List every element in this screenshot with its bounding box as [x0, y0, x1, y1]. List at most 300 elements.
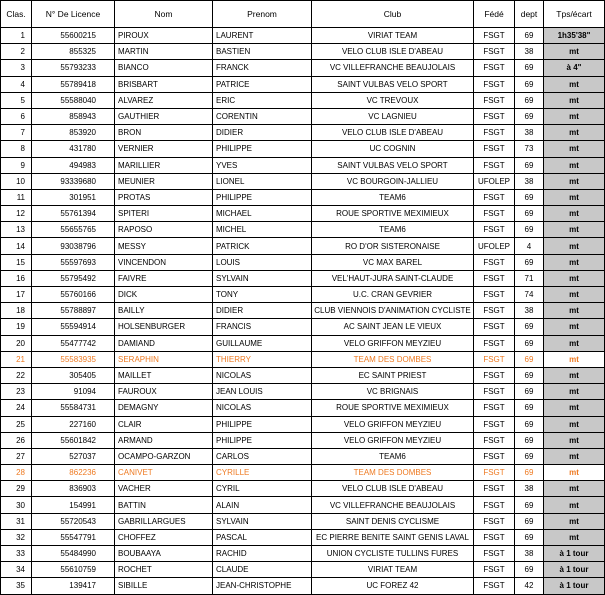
tps-cell: à 1 tour [544, 578, 605, 594]
club-cell: VELO GRIFFON MEYZIEU [312, 432, 474, 448]
table-row [1, 189, 605, 205]
nom-cell: CLAIR [115, 416, 213, 432]
club-cell: VC BRIGNAIS [312, 384, 474, 400]
dept-cell: 69 [515, 562, 544, 578]
tps-cell: mt [544, 351, 605, 367]
licence-cell: 855325 [32, 44, 115, 60]
nom-cell: GAUTHIER [115, 108, 213, 124]
club-cell: VC LAGNIEU [312, 108, 474, 124]
club-cell: TEAM6 [312, 448, 474, 464]
header-tps: Tps/écart [544, 1, 605, 28]
header-nom: Nom [115, 1, 213, 28]
table-row [1, 141, 605, 157]
dept-cell: 69 [515, 448, 544, 464]
nom-cell: OCAMPO-GARZON [115, 448, 213, 464]
clas-cell: 28 [1, 465, 32, 481]
prenom-cell: LAURENT [213, 28, 312, 44]
nom-cell: ARMAND [115, 432, 213, 448]
nom-cell: DAMIAND [115, 335, 213, 351]
dept-cell: 69 [515, 60, 544, 76]
nom-cell: ALVAREZ [115, 92, 213, 108]
licence-cell: 55610759 [32, 562, 115, 578]
prenom-cell: ALAIN [213, 497, 312, 513]
fede-cell: FSGT [474, 254, 515, 270]
licence-cell: 494983 [32, 157, 115, 173]
licence-cell: 55588040 [32, 92, 115, 108]
dept-cell: 38 [515, 481, 544, 497]
nom-cell: BAILLY [115, 303, 213, 319]
dept-cell: 69 [515, 254, 544, 270]
fede-cell: FSGT [474, 432, 515, 448]
dept-cell: 69 [515, 76, 544, 92]
licence-cell: 55583935 [32, 351, 115, 367]
nom-cell: FAUROUX [115, 384, 213, 400]
prenom-cell: DIDIER [213, 303, 312, 319]
clas-cell: 15 [1, 254, 32, 270]
nom-cell: CANIVET [115, 465, 213, 481]
nom-cell: FAIVRE [115, 270, 213, 286]
clas-cell: 18 [1, 303, 32, 319]
prenom-cell: FRANCIS [213, 319, 312, 335]
licence-cell: 55720543 [32, 513, 115, 529]
clas-cell: 14 [1, 238, 32, 254]
fede-cell: FSGT [474, 28, 515, 44]
licence-cell: 55795492 [32, 270, 115, 286]
nom-cell: BRISBART [115, 76, 213, 92]
table-row [1, 254, 605, 270]
dept-cell: 69 [515, 157, 544, 173]
clas-cell: 11 [1, 189, 32, 205]
clas-cell: 13 [1, 222, 32, 238]
nom-cell: BRON [115, 125, 213, 141]
fede-cell: FSGT [474, 287, 515, 303]
fede-cell: FSGT [474, 189, 515, 205]
table-row [1, 465, 605, 481]
prenom-cell: ERIC [213, 92, 312, 108]
licence-cell: 431780 [32, 141, 115, 157]
nom-cell: PROTAS [115, 189, 213, 205]
dept-cell: 69 [515, 206, 544, 222]
nom-cell: PIROUX [115, 28, 213, 44]
prenom-cell: JEAN-CHRISTOPHE [213, 578, 312, 594]
table-row [1, 578, 605, 594]
nom-cell: VACHER [115, 481, 213, 497]
fede-cell: FSGT [474, 562, 515, 578]
prenom-cell: YVES [213, 157, 312, 173]
nom-cell: MARILLIER [115, 157, 213, 173]
table-row [1, 384, 605, 400]
dept-cell: 69 [515, 28, 544, 44]
clas-cell: 21 [1, 351, 32, 367]
club-cell: UNION CYCLISTE TULLINS FURES [312, 546, 474, 562]
nom-cell: MARTIN [115, 44, 213, 60]
nom-cell: DEMAGNY [115, 400, 213, 416]
prenom-cell: THIERRY [213, 351, 312, 367]
clas-cell: 31 [1, 513, 32, 529]
tps-cell: mt [544, 125, 605, 141]
club-cell: VC BOURGOIN-JALLIEU [312, 173, 474, 189]
table-row [1, 497, 605, 513]
fede-cell: FSGT [474, 578, 515, 594]
tps-cell: mt [544, 384, 605, 400]
tps-cell: mt [544, 44, 605, 60]
table-row [1, 44, 605, 60]
header-licence: N° De Licence [32, 1, 115, 28]
club-cell: SAINT VULBAS VELO SPORT [312, 76, 474, 92]
nom-cell: ROCHET [115, 562, 213, 578]
clas-cell: 19 [1, 319, 32, 335]
clas-cell: 2 [1, 44, 32, 60]
licence-cell: 55789418 [32, 76, 115, 92]
table-row [1, 319, 605, 335]
dept-cell: 69 [515, 465, 544, 481]
tps-cell: mt [544, 157, 605, 173]
dept-cell: 71 [515, 270, 544, 286]
fede-cell: FSGT [474, 44, 515, 60]
fede-cell: FSGT [474, 60, 515, 76]
prenom-cell: RACHID [213, 546, 312, 562]
dept-cell: 38 [515, 125, 544, 141]
fede-cell: FSGT [474, 465, 515, 481]
header-row [1, 1, 605, 28]
fede-cell: FSGT [474, 400, 515, 416]
fede-cell: FSGT [474, 303, 515, 319]
licence-cell: 55584731 [32, 400, 115, 416]
dept-cell: 69 [515, 108, 544, 124]
tps-cell: mt [544, 416, 605, 432]
table-row [1, 287, 605, 303]
tps-cell: mt [544, 76, 605, 92]
fede-cell: FSGT [474, 222, 515, 238]
clas-cell: 33 [1, 546, 32, 562]
fede-cell: FSGT [474, 92, 515, 108]
header-dept: dept [515, 1, 544, 28]
clas-cell: 22 [1, 367, 32, 383]
prenom-cell: CYRIL [213, 481, 312, 497]
licence-cell: 55594914 [32, 319, 115, 335]
club-cell: UC COGNIN [312, 141, 474, 157]
clas-cell: 7 [1, 125, 32, 141]
dept-cell: 69 [515, 416, 544, 432]
table-row [1, 416, 605, 432]
fede-cell: FSGT [474, 448, 515, 464]
tps-cell: mt [544, 481, 605, 497]
club-cell: CLUB VIENNOIS D'ANIMATION CYCLISTE [312, 303, 474, 319]
tps-cell: mt [544, 189, 605, 205]
club-cell: ROUE SPORTIVE MEXIMIEUX [312, 206, 474, 222]
licence-cell: 55793233 [32, 60, 115, 76]
nom-cell: BIANCO [115, 60, 213, 76]
licence-cell: 301951 [32, 189, 115, 205]
tps-cell: mt [544, 173, 605, 189]
club-cell: SAINT VULBAS VELO SPORT [312, 157, 474, 173]
licence-cell: 55484990 [32, 546, 115, 562]
prenom-cell: TONY [213, 287, 312, 303]
table-row [1, 238, 605, 254]
club-cell: RO D'OR SISTERONAISE [312, 238, 474, 254]
clas-cell: 9 [1, 157, 32, 173]
dept-cell: 69 [515, 400, 544, 416]
tps-cell: mt [544, 497, 605, 513]
table-row [1, 76, 605, 92]
dept-cell: 69 [515, 222, 544, 238]
club-cell: VELO CLUB ISLE D'ABEAU [312, 44, 474, 60]
licence-cell: 853920 [32, 125, 115, 141]
licence-cell: 55655765 [32, 222, 115, 238]
nom-cell: SERAPHIN [115, 351, 213, 367]
table-row [1, 270, 605, 286]
fede-cell: FSGT [474, 513, 515, 529]
nom-cell: CHOFFEZ [115, 529, 213, 545]
fede-cell: FSGT [474, 206, 515, 222]
tps-cell: mt [544, 400, 605, 416]
tps-cell: 1h35'38" [544, 28, 605, 44]
licence-cell: 305405 [32, 367, 115, 383]
dept-cell: 69 [515, 529, 544, 545]
licence-cell: 55477742 [32, 335, 115, 351]
prenom-cell: SYLVAIN [213, 270, 312, 286]
nom-cell: BOUBAAYA [115, 546, 213, 562]
licence-cell: 55547791 [32, 529, 115, 545]
club-cell: VC VILLEFRANCHE BEAUJOLAIS [312, 497, 474, 513]
fede-cell: FSGT [474, 319, 515, 335]
fede-cell: FSGT [474, 141, 515, 157]
club-cell: VC VILLEFRANCHE BEAUJOLAIS [312, 60, 474, 76]
licence-cell: 227160 [32, 416, 115, 432]
prenom-cell: DIDIER [213, 125, 312, 141]
table-row [1, 157, 605, 173]
tps-cell: mt [544, 270, 605, 286]
nom-cell: MEUNIER [115, 173, 213, 189]
nom-cell: RAPOSO [115, 222, 213, 238]
header-fede: Fédé [474, 1, 515, 28]
clas-cell: 20 [1, 335, 32, 351]
tps-cell: mt [544, 367, 605, 383]
dept-cell: 69 [515, 513, 544, 529]
clas-cell: 16 [1, 270, 32, 286]
club-cell: EC SAINT PRIEST [312, 367, 474, 383]
licence-cell: 139417 [32, 578, 115, 594]
clas-cell: 24 [1, 400, 32, 416]
club-cell: UC FOREZ 42 [312, 578, 474, 594]
dept-cell: 69 [515, 92, 544, 108]
fede-cell: FSGT [474, 529, 515, 545]
table-row [1, 546, 605, 562]
nom-cell: MAILLET [115, 367, 213, 383]
dept-cell: 69 [515, 189, 544, 205]
prenom-cell: CARLOS [213, 448, 312, 464]
clas-cell: 6 [1, 108, 32, 124]
fede-cell: FSGT [474, 546, 515, 562]
tps-cell: mt [544, 141, 605, 157]
clas-cell: 23 [1, 384, 32, 400]
prenom-cell: PASCAL [213, 529, 312, 545]
prenom-cell: NICOLAS [213, 400, 312, 416]
dept-cell: 38 [515, 303, 544, 319]
clas-cell: 12 [1, 206, 32, 222]
fede-cell: FSGT [474, 481, 515, 497]
table-row [1, 367, 605, 383]
club-cell: VELO CLUB ISLE D'ABEAU [312, 481, 474, 497]
table-row [1, 562, 605, 578]
tps-cell: mt [544, 254, 605, 270]
club-cell: TEAM DES DOMBES [312, 351, 474, 367]
club-cell: VELO CLUB ISLE D'ABEAU [312, 125, 474, 141]
clas-cell: 25 [1, 416, 32, 432]
clas-cell: 35 [1, 578, 32, 594]
clas-cell: 17 [1, 287, 32, 303]
clas-cell: 4 [1, 76, 32, 92]
header-prenom: Prenom [213, 1, 312, 28]
tps-cell: mt [544, 335, 605, 351]
licence-cell: 55788897 [32, 303, 115, 319]
prenom-cell: JEAN LOUIS [213, 384, 312, 400]
club-cell: VELO GRIFFON MEYZIEU [312, 416, 474, 432]
club-cell: VC TREVOUX [312, 92, 474, 108]
prenom-cell: BASTIEN [213, 44, 312, 60]
dept-cell: 69 [515, 367, 544, 383]
prenom-cell: MICHAEL [213, 206, 312, 222]
dept-cell: 4 [515, 238, 544, 254]
tps-cell: mt [544, 529, 605, 545]
tps-cell: mt [544, 432, 605, 448]
licence-cell: 862236 [32, 465, 115, 481]
table-row [1, 108, 605, 124]
dept-cell: 74 [515, 287, 544, 303]
table-row [1, 60, 605, 76]
fede-cell: FSGT [474, 76, 515, 92]
fede-cell: FSGT [474, 416, 515, 432]
fede-cell: FSGT [474, 367, 515, 383]
table-row [1, 513, 605, 529]
fede-cell: FSGT [474, 108, 515, 124]
table-row [1, 28, 605, 44]
licence-cell: 55761394 [32, 206, 115, 222]
club-cell: ROUE SPORTIVE MEXIMIEUX [312, 400, 474, 416]
prenom-cell: PHILIPPE [213, 416, 312, 432]
tps-cell: mt [544, 319, 605, 335]
dept-cell: 69 [515, 432, 544, 448]
prenom-cell: MICHEL [213, 222, 312, 238]
prenom-cell: CORENTIN [213, 108, 312, 124]
club-cell: VELO GRIFFON MEYZIEU [312, 335, 474, 351]
club-cell: SAINT DENIS CYCLISME [312, 513, 474, 529]
tps-cell: mt [544, 108, 605, 124]
tps-cell: à 1 tour [544, 546, 605, 562]
licence-cell: 55760166 [32, 287, 115, 303]
tps-cell: mt [544, 92, 605, 108]
clas-cell: 32 [1, 529, 32, 545]
clas-cell: 10 [1, 173, 32, 189]
fede-cell: FSGT [474, 351, 515, 367]
prenom-cell: PATRICE [213, 76, 312, 92]
clas-cell: 29 [1, 481, 32, 497]
table-row [1, 303, 605, 319]
fede-cell: FSGT [474, 125, 515, 141]
dept-cell: 69 [515, 319, 544, 335]
licence-cell: 55600215 [32, 28, 115, 44]
club-cell: VIRIAT TEAM [312, 562, 474, 578]
prenom-cell: CLAUDE [213, 562, 312, 578]
table-row [1, 173, 605, 189]
prenom-cell: PHILIPPE [213, 189, 312, 205]
licence-cell: 55597693 [32, 254, 115, 270]
licence-cell: 154991 [32, 497, 115, 513]
tps-cell: mt [544, 465, 605, 481]
clas-cell: 8 [1, 141, 32, 157]
fede-cell: FSGT [474, 270, 515, 286]
tps-cell: à 4" [544, 60, 605, 76]
dept-cell: 69 [515, 351, 544, 367]
table-row [1, 400, 605, 416]
clas-cell: 30 [1, 497, 32, 513]
club-cell: VEL'HAUT-JURA SAINT-CLAUDE [312, 270, 474, 286]
table-row [1, 335, 605, 351]
dept-cell: 38 [515, 173, 544, 189]
tps-cell: mt [544, 303, 605, 319]
clas-cell: 3 [1, 60, 32, 76]
prenom-cell: PHILIPPE [213, 432, 312, 448]
club-cell: EC PIERRE BENITE SAINT GENIS LAVAL [312, 529, 474, 545]
results-table-body [1, 1, 605, 595]
nom-cell: DICK [115, 287, 213, 303]
fede-cell: FSGT [474, 497, 515, 513]
prenom-cell: PHILIPPE [213, 141, 312, 157]
table-row [1, 432, 605, 448]
dept-cell: 42 [515, 578, 544, 594]
tps-cell: mt [544, 222, 605, 238]
prenom-cell: LIONEL [213, 173, 312, 189]
club-cell: VC MAX BAREL [312, 254, 474, 270]
licence-cell: 93038796 [32, 238, 115, 254]
fede-cell: UFOLEP [474, 238, 515, 254]
header-clas: Clas. [1, 1, 32, 28]
dept-cell: 69 [515, 384, 544, 400]
table-row [1, 448, 605, 464]
nom-cell: VINCENDON [115, 254, 213, 270]
tps-cell: mt [544, 513, 605, 529]
table-row [1, 206, 605, 222]
nom-cell: SPITERI [115, 206, 213, 222]
clas-cell: 26 [1, 432, 32, 448]
club-cell: U.C. CRAN GEVRIER [312, 287, 474, 303]
clas-cell: 27 [1, 448, 32, 464]
table-row [1, 481, 605, 497]
fede-cell: FSGT [474, 384, 515, 400]
tps-cell: à 1 tour [544, 562, 605, 578]
dept-cell: 73 [515, 141, 544, 157]
fede-cell: FSGT [474, 157, 515, 173]
club-cell: TEAM6 [312, 222, 474, 238]
clas-cell: 5 [1, 92, 32, 108]
header-club: Club [312, 1, 474, 28]
prenom-cell: CYRILLE [213, 465, 312, 481]
prenom-cell: LOUIS [213, 254, 312, 270]
table-row [1, 125, 605, 141]
club-cell: TEAM6 [312, 189, 474, 205]
club-cell: VIRIAT TEAM [312, 28, 474, 44]
nom-cell: VERNIER [115, 141, 213, 157]
dept-cell: 38 [515, 44, 544, 60]
clas-cell: 34 [1, 562, 32, 578]
clas-cell: 1 [1, 28, 32, 44]
club-cell: AC SAINT JEAN LE VIEUX [312, 319, 474, 335]
table-row [1, 92, 605, 108]
prenom-cell: PATRICK [213, 238, 312, 254]
dept-cell: 69 [515, 335, 544, 351]
table-row [1, 222, 605, 238]
dept-cell: 38 [515, 546, 544, 562]
